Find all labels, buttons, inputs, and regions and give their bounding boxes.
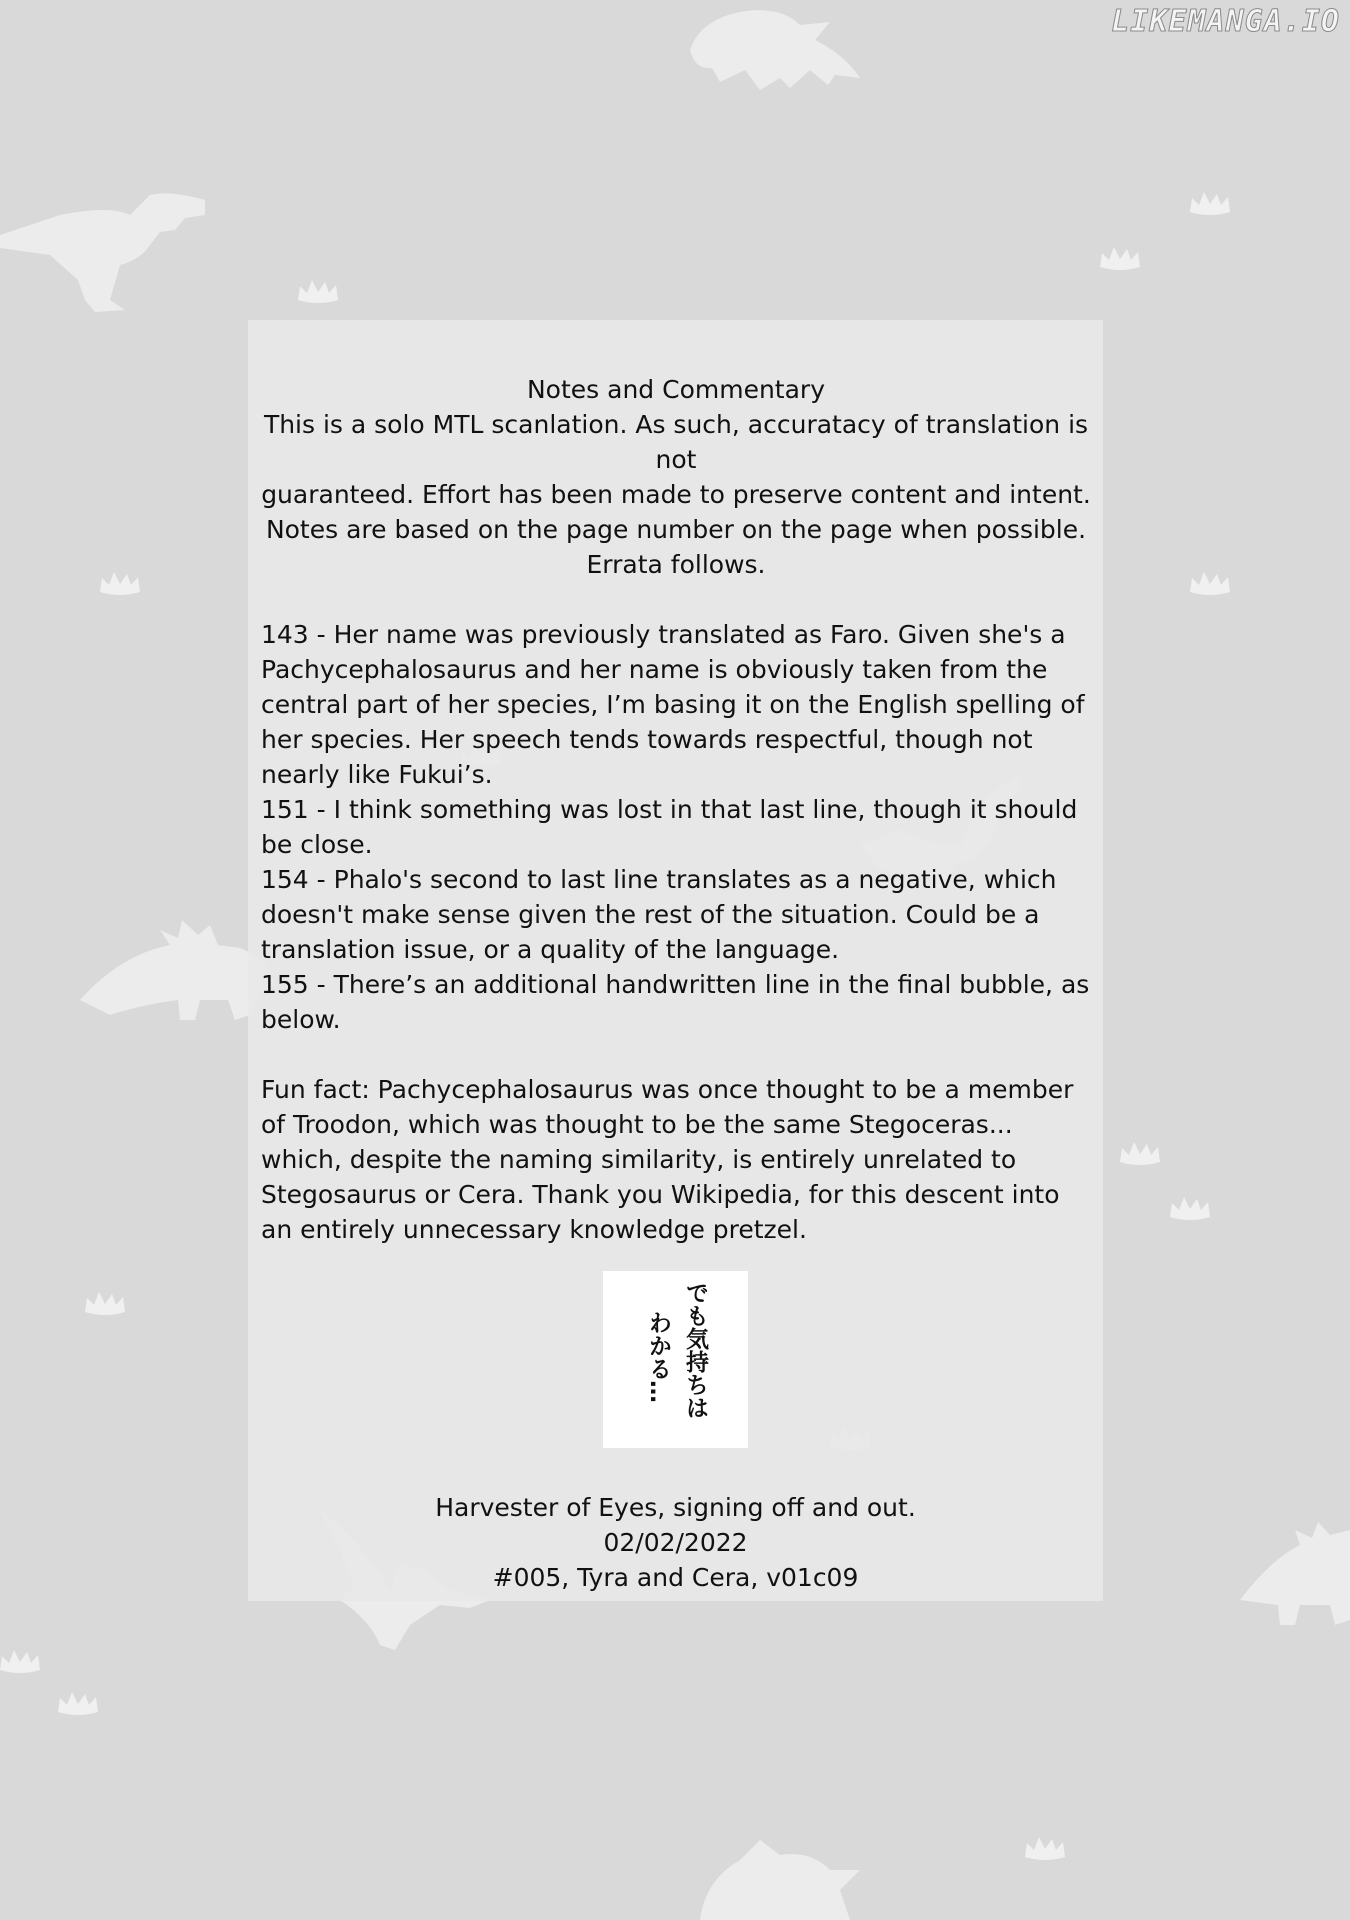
- intro-line: This is a solo MTL scanlation. As such, accuratacy of translation is not: [263, 410, 1089, 474]
- errata-entry: 143 - Her name was previously translated as Faro. Given she's a Pachycephalosaurus and her name is obviously taken from the central part of her species, I’m basing it on the English spelling of her species. Her speech tends towards respectful, though not nearly like Fukui’s.: [261, 620, 1085, 789]
- errata-entry: 154 - Phalo's second to last line translates as a negative, which doesn't make sense given the rest of the situation. Could be a translation issue, or a quality of the language.: [261, 865, 1057, 964]
- intro-line: Errata follows.: [586, 550, 766, 579]
- notes-title: Notes and Commentary: [526, 375, 825, 404]
- handwritten-text-graphic: [603, 1271, 748, 1448]
- site-watermark: LIKEMANGA.IO: [1111, 4, 1340, 39]
- errata-entry: 155 - There’s an additional handwritten line in the final bubble, as below.: [261, 970, 1090, 1034]
- notes-content: [261, 372, 1091, 1247]
- handwritten-column-2: わかる…: [645, 1311, 671, 1403]
- intro-line: guaranteed. Effort has been made to preserve content and intent.: [261, 480, 1091, 509]
- errata-entry: 151 - I think something was lost in that last line, though it should be close.: [261, 795, 1078, 859]
- errata-list: [261, 617, 1091, 1037]
- handwritten-column-1: でも気持ちは: [682, 1281, 708, 1419]
- signoff-line: Harvester of Eyes, signing off and out.: [435, 1493, 916, 1522]
- intro-line: Notes are based on the page number on the page when possible.: [265, 515, 1087, 544]
- notes-panel: [248, 320, 1103, 1601]
- signoff-block: [248, 1490, 1103, 1595]
- handwritten-line-image: [603, 1271, 748, 1448]
- signoff-date: 02/02/2022: [603, 1528, 748, 1557]
- fun-fact: Fun fact: Pachycephalosaurus was once thought to be a member of Troodon, which was thought to be the same Stegoceras... which, despite the naming similarity, is entirely unrelated to Stegosaurus or Cera. Thank you Wikipedia, for this descent into an entirely unnecessary knowledge pretzel.: [261, 1075, 1074, 1244]
- signoff-chapter: #005, Tyra and Cera, v01c09: [492, 1563, 859, 1592]
